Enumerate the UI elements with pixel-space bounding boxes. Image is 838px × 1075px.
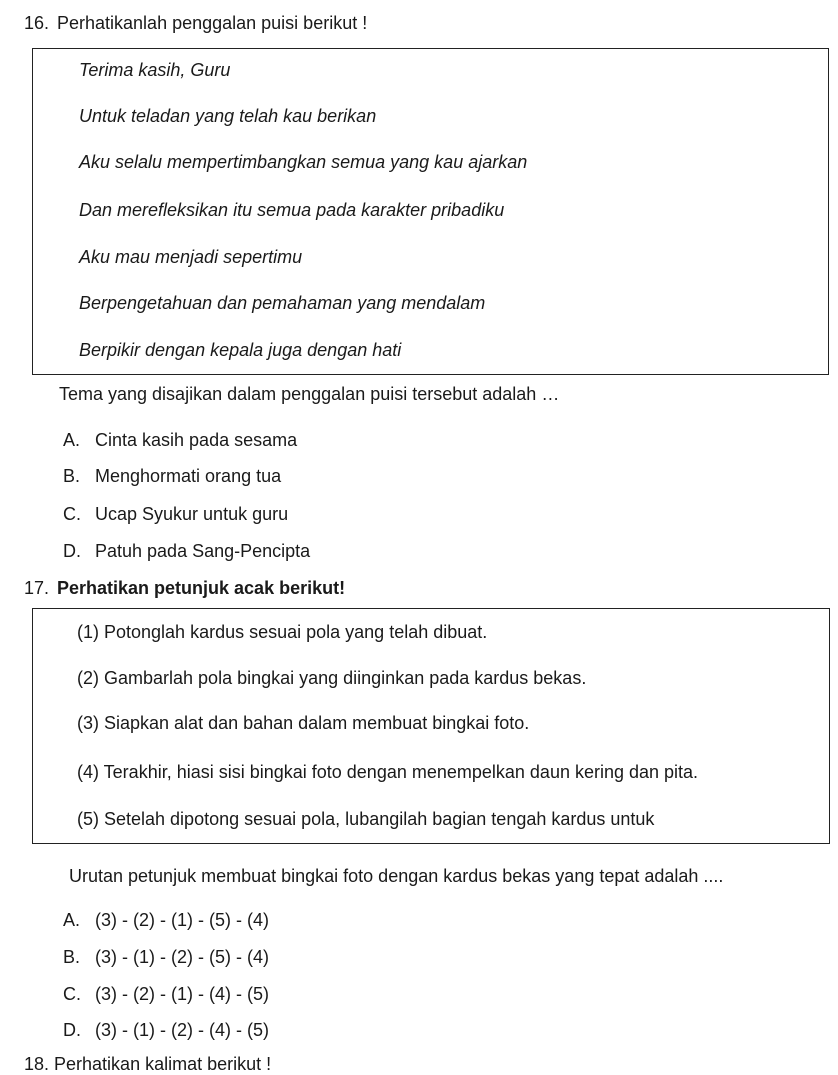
poem-line: Untuk teladan yang telah kau berikan <box>79 106 377 126</box>
q17-option-d[interactable] <box>63 1020 269 1041</box>
poem-line: Dan merefleksikan itu semua pada karakter pribadiku <box>79 200 505 220</box>
option-letter: D. <box>63 1020 81 1040</box>
q17-question: Urutan petunjuk membuat bingkai foto dengan kardus bekas yang tepat adalah .... <box>69 866 724 886</box>
q16-option-d[interactable] <box>63 541 310 562</box>
option-text: Cinta kasih pada sesama <box>95 430 298 450</box>
poem-line: Berpengetahuan dan pemahaman yang mendalam <box>79 293 486 313</box>
option-text: (3) - (1) - (2) - (4) - (5) <box>95 1020 269 1040</box>
option-letter: A. <box>63 910 81 930</box>
poem-line: Aku mau menjadi sepertimu <box>79 247 303 267</box>
option-letter: C. <box>63 984 81 1004</box>
q16-question: Tema yang disajikan dalam penggalan puisi tersebut adalah … <box>59 384 560 404</box>
step-line: (3) Siapkan alat dan bahan dalam membuat bingkai foto. <box>77 713 530 733</box>
step-line: (4) Terakhir, hiasi sisi bingkai foto dengan menempelkan daun kering dan pita. <box>77 762 699 782</box>
q17-option-c[interactable] <box>63 984 269 1005</box>
option-letter: D. <box>63 541 81 561</box>
q16-option-c[interactable] <box>63 504 288 525</box>
poem-line: Berpikir dengan kepala juga dengan hati <box>79 340 402 360</box>
option-text: Patuh pada Sang-Pencipta <box>95 541 311 561</box>
option-text: Ucap Syukur untuk guru <box>95 504 289 524</box>
q17-number: 17. <box>24 578 50 598</box>
option-letter: B. <box>63 466 81 486</box>
option-letter: C. <box>63 504 81 524</box>
option-letter: A. <box>63 430 81 450</box>
step-line: (2) Gambarlah pola bingkai yang diinginkan pada kardus bekas. <box>77 668 587 688</box>
option-text: (3) - (2) - (1) - (4) - (5) <box>95 984 269 1004</box>
q16-option-a[interactable] <box>63 430 297 451</box>
q17-option-a[interactable] <box>63 910 269 931</box>
poem-line: Aku selalu mempertimbangkan semua yang kau ajarkan <box>79 152 528 172</box>
option-text: (3) - (1) - (2) - (5) - (4) <box>95 947 269 967</box>
q16-option-b[interactable] <box>63 466 281 487</box>
q17-prompt: Perhatikan petunjuk acak berikut! <box>57 578 346 598</box>
option-text: Menghormati orang tua <box>95 466 282 486</box>
q16-number: 16. <box>24 13 50 33</box>
option-letter: B. <box>63 947 81 967</box>
poem-line: Terima kasih, Guru <box>79 60 231 80</box>
step-line: (1) Potonglah kardus sesuai pola yang telah dibuat. <box>77 622 488 642</box>
q17-option-b[interactable] <box>63 947 269 968</box>
option-text: (3) - (2) - (1) - (5) - (4) <box>95 910 269 930</box>
q18-partial-line: 18. Perhatikan kalimat berikut ! <box>24 1054 272 1074</box>
q16-poem-box <box>32 48 829 375</box>
q16-prompt: Perhatikanlah penggalan puisi berikut ! <box>57 13 368 33</box>
step-line: (5) Setelah dipotong sesuai pola, lubangilah bagian tengah kardus untuk <box>77 809 655 829</box>
q17-steps-box <box>32 608 830 844</box>
